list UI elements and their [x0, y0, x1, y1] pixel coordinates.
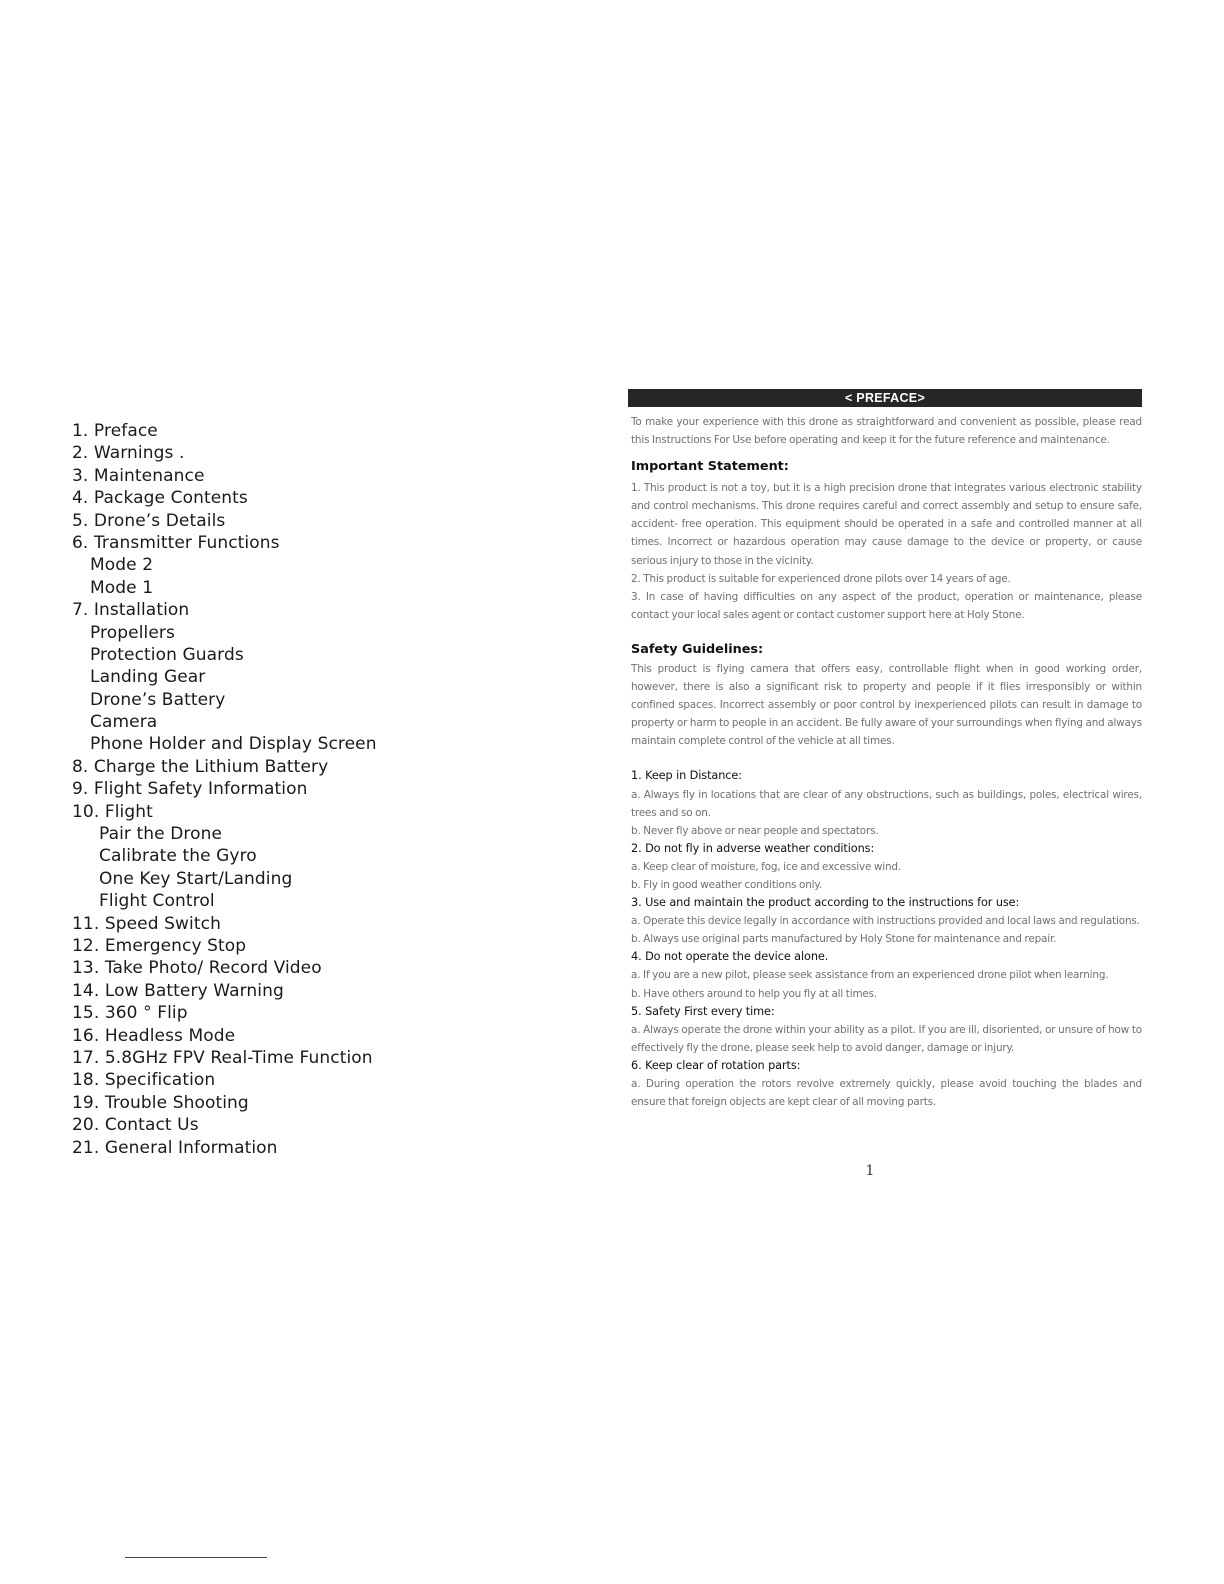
toc-item: Pair the Drone: [99, 824, 223, 845]
safety-rule-title: 6. Keep clear of rotation parts:: [631, 1058, 801, 1072]
safety-rule-line: a. Always fly in locations that are clear of any obstructions, such as buildings, poles, electrical wires, trees and so on.: [631, 788, 1142, 819]
table-of-contents: [72, 420, 552, 1159]
safety-rule-line: b. Always use original parts manufactured by Holy Stone for maintenance and repair.: [631, 933, 1057, 946]
toc-item: Protection Guards: [90, 644, 244, 665]
toc-item: One Key Start/Landing: [99, 868, 293, 889]
safety-rule-line: a. During operation the rotors revolve extremely quickly, please avoid touching the blades and ensure that foreign objects are kept clear of all moving parts.: [631, 1078, 1142, 1109]
toc-item: 4. Package Contents: [72, 488, 248, 509]
toc-item: Mode 1: [90, 577, 154, 598]
safety-rule-line: b. Fly in good weather conditions only.: [631, 878, 823, 891]
toc-item: 8. Charge the Lithium Battery: [72, 756, 329, 777]
safety-rule-line: a. Always operate the drone within your ability as a pilot. If you are ill, disoriented, or unsure of how to effectively fly the drone, please seek help to avoid danger, damage or injury.: [631, 1023, 1142, 1054]
toc-item: 14. Low Battery Warning: [72, 980, 284, 1001]
preface-page: [628, 389, 1142, 1111]
safety-rule-line: a. If you are a new pilot, please seek assistance from an experienced drone pilot when learning.: [631, 969, 1109, 982]
safety-guidelines-intro: This product is flying camera that offers easy, controllable flight when in good working order, however, there is also a significant risk to property and people if it flies irresponsibly or within confined spaces. Incorrect assembly or poor control by inexperienced pilots can result in damage to property or harm to people in an accident. Be fully aware of your surroundings when flying and always maintain complete control of the vehicle at all times.: [631, 662, 1143, 748]
important-statement-item: 1. This product is not a toy, but it is a high precision drone that integrates various electronic stability and control mechanisms. This drone requires careful and correct assembly and setup to ensure safe, accident- free operation. This equipment should be operated in a safe and controlled manner at all times. Incorrect or hazardous operation may cause damage to the device or property, or cause serious injury to those in the vicinity.: [631, 482, 1142, 567]
footnote-rule: [125, 1557, 267, 1558]
toc-item: 1. Preface: [72, 421, 158, 441]
toc-item: Drone’s Battery: [90, 689, 226, 710]
safety-rule-line: b. Never fly above or near people and spectators.: [631, 824, 879, 837]
safety-rule-line: a. Keep clear of moisture, fog, ice and excessive wind.: [631, 860, 902, 873]
toc-item: Propellers: [90, 622, 175, 643]
safety-rule-line: b. Have others around to help you fly at all times.: [631, 987, 878, 1000]
toc-item: 11. Speed Switch: [72, 913, 221, 934]
toc-item: Calibrate the Gyro: [99, 846, 257, 867]
toc-item: 7. Installation: [72, 600, 190, 621]
safety-guidelines-title: Safety Guidelines:: [631, 641, 764, 657]
toc-item: 15. 360 ° Flip: [72, 1003, 188, 1024]
toc-item: 18. Specification: [72, 1070, 216, 1091]
toc-item: 6. Transmitter Functions: [72, 532, 280, 553]
important-statement-list: [628, 479, 1142, 624]
toc-item: Mode 2: [90, 555, 154, 576]
toc-item: Flight Control: [99, 891, 215, 912]
preface-heading-bar: < PREFACE>: [628, 389, 1142, 407]
toc-item: 13. Take Photo/ Record Video: [72, 958, 322, 979]
preface-intro: To make your experience with this drone as straightforward and convenient as possible, please read this Instructions For Use before operating and keep it for the future reference and maintenance.: [631, 416, 1142, 447]
toc-item: 21. General Information: [72, 1137, 278, 1158]
safety-rules-list: [628, 767, 1142, 1111]
safety-rule-title: 1. Keep in Distance:: [631, 769, 742, 783]
toc-item: 19. Trouble Shooting: [72, 1092, 249, 1113]
toc-item: 17. 5.8GHz FPV Real-Time Function: [72, 1047, 373, 1068]
toc-item: 10. Flight: [72, 801, 153, 822]
important-statement-item: 3. In case of having difficulties on any aspect of the product, operation or maintenance, please contact your local sales agent or contact customer support here at Holy Stone.: [631, 590, 1142, 621]
toc-item: 9. Flight Safety Information: [72, 779, 308, 800]
safety-rule-line: a. Operate this device legally in accordance with instructions provided and local laws and regulations.: [631, 915, 1140, 928]
safety-rule-title: 2. Do not fly in adverse weather conditions:: [631, 841, 875, 855]
important-statement-item: 2. This product is suitable for experienced drone pilots over 14 years of age.: [631, 572, 1011, 585]
toc-item: 12. Emergency Stop: [72, 935, 247, 956]
safety-rule-title: 3. Use and maintain the product according to the instructions for use:: [631, 896, 1020, 910]
safety-rule-title: 5. Safety First every time:: [631, 1004, 775, 1018]
page-number: 1: [865, 1163, 875, 1179]
toc-item: 16. Headless Mode: [72, 1025, 236, 1046]
toc-item: 3. Maintenance: [72, 465, 205, 486]
safety-rule-title: 4. Do not operate the device alone.: [631, 950, 829, 964]
toc-item: Camera: [90, 712, 158, 733]
toc-item: 2. Warnings .: [72, 443, 185, 464]
toc-item: Landing Gear: [90, 667, 206, 688]
important-statement-title: Important Statement:: [631, 459, 789, 475]
toc-item: 5. Drone’s Details: [72, 510, 226, 531]
toc-item: Phone Holder and Display Screen: [90, 734, 377, 755]
toc-item: 20. Contact Us: [72, 1115, 199, 1136]
